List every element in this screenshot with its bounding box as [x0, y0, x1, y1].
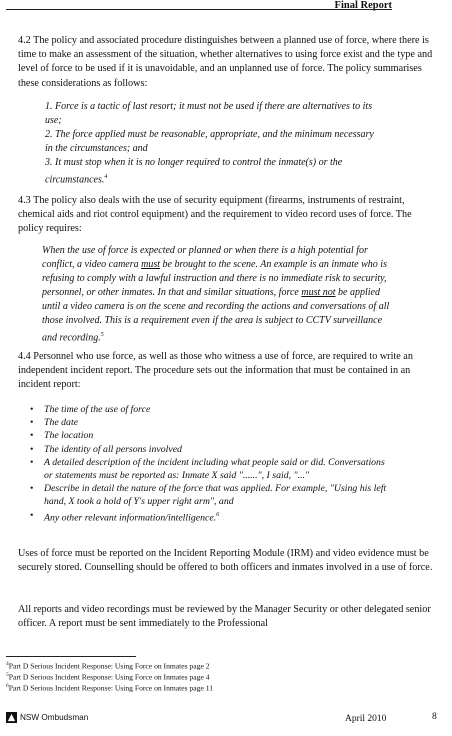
principles-list: [45, 100, 375, 187]
footnotes: [6, 660, 213, 693]
report-item-date: • The date: [30, 416, 390, 429]
report-item-time: • The time of the use of force: [30, 403, 390, 416]
footer-date: April 2010: [345, 714, 387, 724]
report-item-description: • A detailed description of the incident including what people said or did. Conversations or statements must be reported as: Inmate X said "......", I said, "...": [30, 456, 390, 482]
must-not-emphasis: must not: [301, 287, 336, 298]
ombudsman-logo-icon: [6, 712, 17, 723]
report-item-force-detail: • Describe in detail the nature of the force that was applied. For example, "Using his left hand, X took a hold of Y's upper right arm", and: [30, 482, 390, 508]
paragraph-4-2: 4.2 The policy and associated procedure distinguishes between a planned use of force, where there is time to make an assessment of the situation, whether alternatives to using force exist and the type and level of force to be used if it is unavoidable, and an unplanned use of force. The policy summarises these considerations as follows:: [18, 35, 433, 89]
header-rule: [6, 9, 392, 10]
principle-3: 3. It must stop when it is no longer required to control the inmate(s) or the circumstances.$^4$: [45, 157, 343, 186]
incident-report-list: [30, 403, 390, 524]
paragraph-reports: All reports and video recordings must be reviewed by the Manager Security or other delegated senior officer. A report must be sent immediately to the Professional: [18, 604, 431, 630]
page-header-title: Final Report: [334, 0, 392, 11]
must-emphasis: must: [141, 259, 161, 270]
paragraph-4-4: 4.4 Personnel who use force, as well as those who witness a use of force, are required to write an independent incident report. The procedure sets out the information that must be contained in an incident report:: [18, 351, 413, 391]
principle-2: 2. The force applied must be reasonable, appropriate, and the minimum necessary in the circumstances; and: [45, 129, 374, 154]
footnote-ref-6: 6: [216, 511, 220, 518]
footer-org-name: NSW Ombudsman: [20, 713, 89, 722]
paragraph-irm: Uses of force must be reported on the Incident Reporting Module (IRM) and video evidence must be securely stored. Counselling should be offered to both officers and inmates involved in a use of force.: [18, 548, 433, 574]
footnote-ref-5: 5: [100, 332, 104, 338]
report-item-location: • The location: [30, 429, 390, 442]
video-requirement-quote: When the use of force is expected or planned or when there is a high potential for conflict, a video camera must be brought to the scene. An example is an inmate who is refusing to comply with a lawful instruction and there is no immediate risk to security, personnel, or other inmates. In that and similar situations, force must not be applied until a video camera is on the scene and recording the actions and conversations of all those involved. This is a requirement even if the area is subject to CCTV surveillance and recording.$^5$: [42, 245, 390, 344]
footnote-4: $^4$Part D Serious Incident Response: Using Force on Inmates page 2: [6, 661, 210, 671]
footnote-separator: [6, 656, 136, 657]
footnote-6: $^6$Part D Serious Incident Response: Using Force on Inmates page 11: [6, 683, 214, 693]
report-item-other: • Any other relevant information/intelligence.$^6$: [30, 509, 390, 524]
footnote-5: $^5$Part D Serious Incident Response: Using Force on Inmates page 4: [6, 672, 210, 682]
footnote-ref-4: 4: [104, 174, 108, 180]
footer-org: [6, 712, 88, 723]
principle-1: 1. Force is a tactic of last resort; it must not be used if there are alternatives to its use;: [45, 101, 373, 126]
page-number: 8: [432, 712, 437, 722]
paragraph-4-3: 4.3 The policy also deals with the use of security equipment (firearms, instruments of restraint, chemical aids and riot control equipment) and the requirement to video record uses of force. The policy requires:: [18, 195, 412, 235]
report-item-identity: • The identity of all persons involved: [30, 443, 390, 456]
